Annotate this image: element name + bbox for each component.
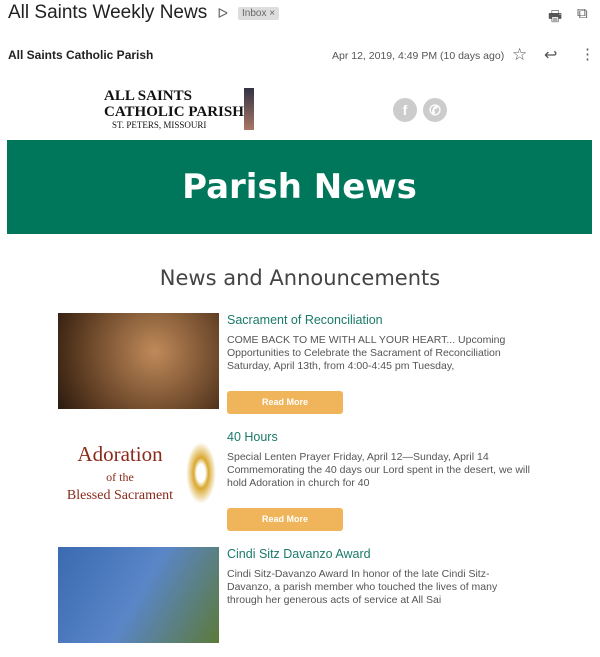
image-text: Blessed Sacrament [66,488,174,503]
message-date: Apr 12, 2019, 4:49 PM (10 days ago) [332,50,505,62]
news-item [58,313,538,423]
image-text: of the [106,470,134,484]
reconciliation-image[interactable] [58,313,219,409]
logo-line3: ST. PETERS, MISSOURI [112,120,207,130]
inbox-label-text: Inbox [242,7,267,19]
banner-title: Parish News [7,140,592,234]
news-item-body: COME BACK TO ME WITH ALL YOUR HEART... Upcoming Opportunities to Celebrate the Sacrament of Reconciliation Saturday, April 13th, from 4:00-4:45 pm Tuesday, [227,334,506,372]
read-more-button[interactable]: Read More [227,391,343,414]
news-item-body: Special Lenten Prayer Friday, April 12—Sunday, April 14 Commemorating the 40 days our Lord spent in the desert, we will hold Adoration in church for 40 [227,451,530,489]
news-item [58,547,538,657]
award-image[interactable] [58,547,219,643]
more-options-icon[interactable]: ⋮ [580,46,595,63]
reply-icon[interactable]: ↩ [544,47,558,64]
logo-line2: CATHOLIC PARISH [104,104,244,120]
inbox-label[interactable] [238,7,279,20]
image-text: Adoration [77,442,163,466]
logo-line1: ALL SAINTS [104,88,192,104]
news-item-title[interactable]: 40 Hours [227,430,278,444]
remove-label-icon[interactable]: × [269,7,276,19]
label-arrow-icon[interactable]: ᐅ [217,4,228,21]
email-subject: All Saints Weekly News [8,2,208,23]
adoration-text [58,430,182,504]
monstrance-icon [186,442,216,504]
read-more-button[interactable]: Read More [227,508,343,531]
star-icon[interactable]: ☆ [512,45,528,64]
sender-name: All Saints Catholic Parish [8,48,154,62]
facebook-icon[interactable]: f [393,98,417,122]
news-item [58,430,538,540]
parish-logo[interactable] [104,88,244,131]
email-header [8,2,279,24]
news-item-title[interactable]: Sacrament of Reconciliation [227,313,383,327]
news-item-body: Cindi Sitz-Davanzo Award In honor of the late Cindi Sitz-Davanzo, a parish member who touched the lives of many through her generous acts of service at All Sai [227,568,498,606]
news-item-title[interactable]: Cindi Sitz Davanzo Award [227,547,371,561]
print-icon[interactable]: 🖶 [548,8,563,25]
phone-icon[interactable]: ✆ [423,98,447,122]
section-title: News and Announcements [159,266,441,290]
open-new-window-icon[interactable]: ⧉ [577,5,588,22]
church-steeple-icon [244,88,254,130]
adoration-image[interactable] [58,430,219,526]
